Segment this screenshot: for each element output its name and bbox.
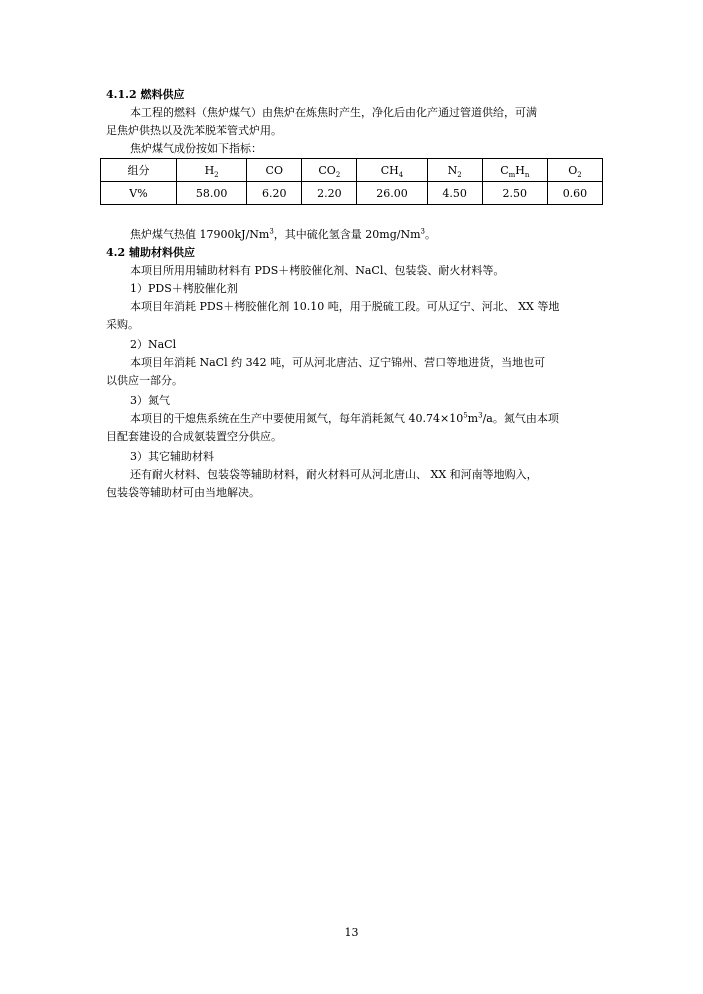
item-1-line-2: 采购。 xyxy=(106,318,139,331)
paragraph-heat-value: 焦炉煤气热值 17900kJ/Nm$^3$，其中硫化氢含量 20mg/Nm$^3$。 xyxy=(130,227,436,241)
paragraph-fuel-line-1: 本工程的燃料（焦炉煤气）由焦炉在炼焦时产生，净化后由化产通过管道供给，可满 xyxy=(130,106,537,119)
item-3-title: 3）氮气 xyxy=(130,394,170,407)
table-cell: $H_2$ xyxy=(177,159,247,182)
item-1-line-1: 本项目年消耗 PDS＋栲胶催化剂 10.10 吨，用于脱硫工段。可从辽宁、河北、 XX 等地 xyxy=(130,300,560,313)
paragraph-gas-composition-intro: 焦炉煤气成份按如下指标： xyxy=(130,142,262,155)
paragraph-fuel-line-2: 足焦炉供热以及洗苯脱苯管式炉用。 xyxy=(106,124,282,137)
page-number: 13 xyxy=(344,926,359,939)
table-cell: CO xyxy=(247,159,302,182)
table-cell: 0.60 xyxy=(547,182,602,205)
table-row xyxy=(101,182,603,205)
item-2-line-2: 以供应一部分。 xyxy=(106,374,183,387)
section-heading-4-2: 4.2 辅助材料供应 xyxy=(106,246,195,259)
table-cell: $N_2$ xyxy=(427,159,482,182)
table-header-row xyxy=(101,159,603,182)
section-heading-4-1-2: 4.1.2 燃料供应 xyxy=(106,88,185,101)
item-4-line-2: 包装袋等辅助材可由当地解决。 xyxy=(106,486,260,499)
table-cell: $O_2$ xyxy=(547,159,602,182)
item-3-line-1: 本项目的干熄焦系统在生产中要使用氮气，每年消耗氮气 $40.74\times 10^5m^3/a$。氮气由本项 xyxy=(130,411,559,425)
table-cell: 58.00 xyxy=(177,182,247,205)
item-4-line-1: 还有耐火材料、包装袋等辅助材料，耐火材料可从河北唐山、 XX 和河南等地购入， xyxy=(130,468,538,481)
table-cell: V% xyxy=(101,182,177,205)
paragraph-aux-intro: 本项目所用用辅助材料有 PDS＋栲胶催化剂、NaCl、包装袋、耐火材料等。 xyxy=(130,264,505,277)
table-cell: 4.50 xyxy=(427,182,482,205)
item-1-title: 1）PDS＋栲胶催化剂 xyxy=(130,282,238,295)
item-3-line-2: 目配套建设的合成氨装置空分供应。 xyxy=(106,430,282,443)
table-cell: $CH_4$ xyxy=(357,159,427,182)
table-cell: 6.20 xyxy=(247,182,302,205)
item-2-title: 2）NaCl xyxy=(130,338,177,351)
item-2-line-1: 本项目年消耗 NaCl 约 342 吨，可从河北唐沽、辽宁锦州、营口等地进货，当地也可 xyxy=(130,356,546,369)
table-cell: $C_mH_n$ xyxy=(482,159,547,182)
gas-composition-table xyxy=(100,158,603,205)
table-cell: 2.20 xyxy=(302,182,357,205)
item-4-title: 3）其它辅助材料 xyxy=(130,450,214,463)
table-cell: 组分 xyxy=(101,159,177,182)
table-cell: $CO_2$ xyxy=(302,159,357,182)
table-cell: 26.00 xyxy=(357,182,427,205)
table-cell: 2.50 xyxy=(482,182,547,205)
